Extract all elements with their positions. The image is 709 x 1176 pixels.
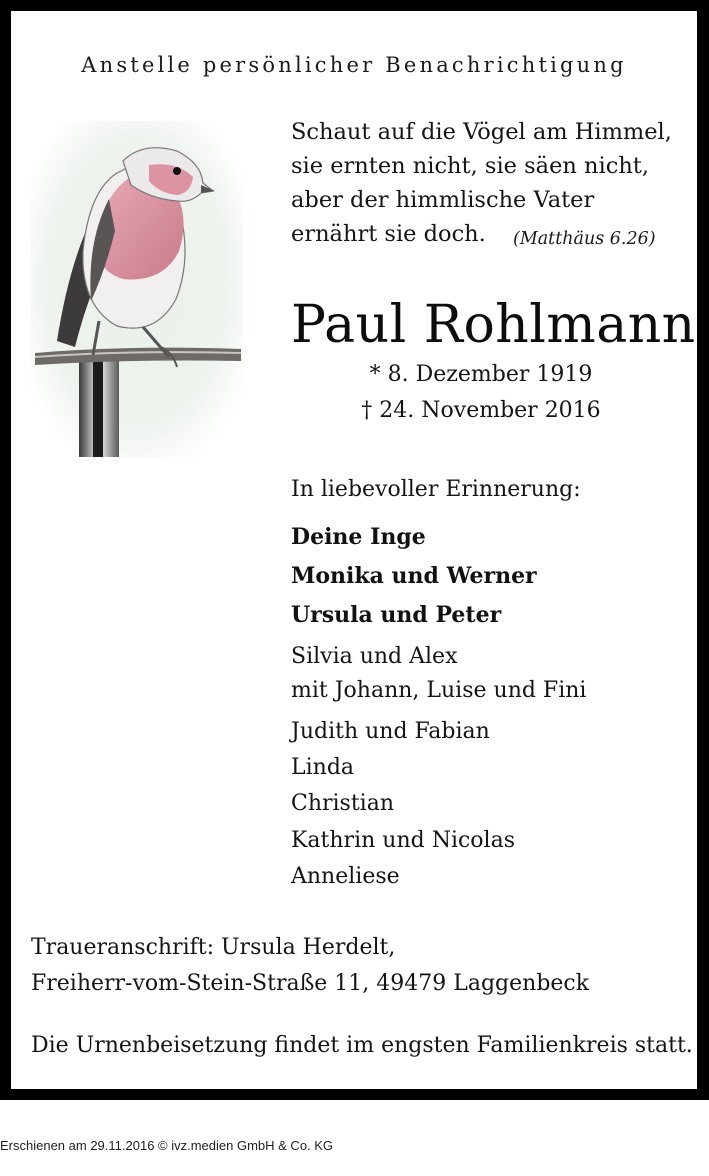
notice-header: Anstelle persönlicher Benachrichtigung bbox=[81, 53, 627, 77]
verse-line: Schaut auf die Vögel am Himmel, bbox=[291, 119, 672, 145]
verse-line: sie ernten nicht, sie säen nicht, bbox=[291, 153, 650, 179]
verse-reference: (Matthäus 6.26) bbox=[513, 229, 656, 249]
mourner: Kathrin und Nicolas bbox=[291, 828, 515, 853]
mourner-primary: Ursula und Peter bbox=[291, 602, 502, 628]
mourning-address-line: Traueranschrift: Ursula Herdelt, bbox=[31, 935, 396, 960]
mourner: Christian bbox=[291, 791, 395, 816]
burial-notice: Die Urnenbeisetzung findet im engsten Familienkreis statt. bbox=[31, 1033, 693, 1058]
mourner-primary: Deine Inge bbox=[291, 524, 426, 550]
mourner: Judith und Fabian bbox=[291, 719, 490, 744]
mourner: Linda bbox=[291, 755, 355, 780]
verse-line: ernährt sie doch. bbox=[291, 221, 486, 247]
life-dates bbox=[341, 357, 621, 429]
robin-drawing bbox=[31, 121, 243, 457]
mourner: Silvia und Alex bbox=[291, 644, 458, 669]
death-date: † 24. November 2016 bbox=[361, 398, 601, 423]
mourner-primary: Monika und Werner bbox=[291, 563, 537, 589]
verse-line: aber der himmlische Vater bbox=[291, 187, 595, 213]
mourner: mit Johann, Luise und Fini bbox=[291, 678, 587, 703]
birth-date: * 8. Dezember 1919 bbox=[369, 362, 593, 387]
mourning-address-line: Freiherr-vom-Stein-Straße 11, 49479 Laggenbeck bbox=[31, 971, 590, 996]
deceased-name: Paul Rohlmann bbox=[291, 295, 696, 355]
mourner: Anneliese bbox=[291, 864, 400, 889]
publication-footer: Erschienen am 29.11.2016 © ivz.medien GmbH & Co. KG bbox=[0, 1138, 334, 1153]
obituary-panel bbox=[11, 11, 697, 1089]
robin-illustration bbox=[31, 121, 243, 457]
remembrance-intro: In liebevoller Erinnerung: bbox=[291, 477, 581, 502]
